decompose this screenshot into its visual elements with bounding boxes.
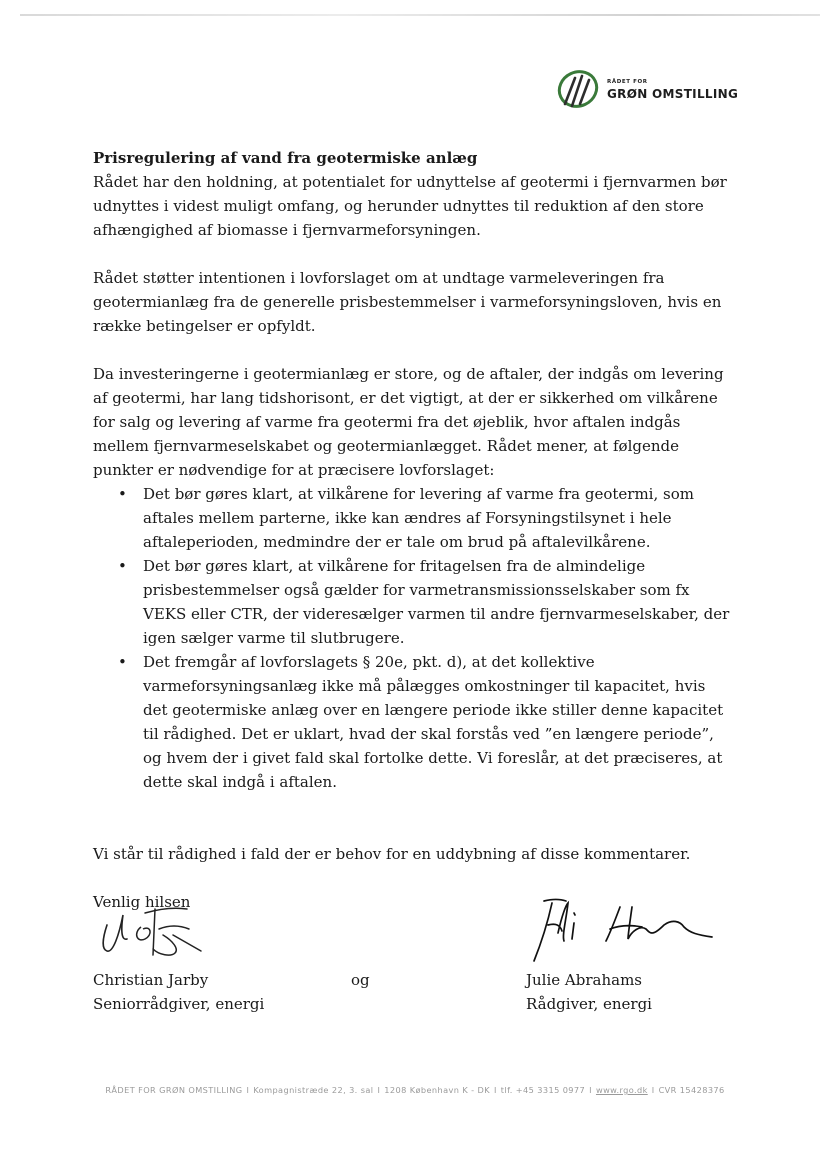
bullet-text: Det bør gøres klart, at vilkårene for levering af varme fra geotermi, som aftales mellem parterne, ikke kan ændres af Forsyningstilsynet i hele aftaleperioden, medmindre der er tale om brud på aftalevilkårene. xyxy=(143,485,694,551)
signature-block xyxy=(0,895,828,1025)
bullet-text: Det fremgår af lovforslagets § 20e, pkt. d), at det kollektive varmeforsyningsanlæg ikke må pålægges omkostninger til kapacitet, hvis det geotermiske anlæg over en længere periode ikke stiller denne kapacitet til rådighed. Det er uklart, hvad der skal forstås ved ”en længere periode”, og hvem der i givet fald skal fortolke dette. Vi foreslår, at det præciseres, at dette skal indgå i aftalen. xyxy=(143,653,724,791)
signer-right-role: Rådgiver, energi xyxy=(526,995,652,1013)
page-footer xyxy=(30,1085,800,1095)
signature-connector: og xyxy=(351,971,370,989)
list-item xyxy=(118,482,733,554)
footer-address: Kompagnistræde 22, 3. sal xyxy=(253,1085,374,1095)
footer-org: RÅDET FOR GRØN OMSTILLING xyxy=(105,1085,243,1095)
bullet-icon: • xyxy=(118,485,127,503)
letter-heading: Prisregulering af vand fra geotermiske anlæg xyxy=(93,149,478,167)
bullet-icon: • xyxy=(118,653,127,671)
paragraph-2: Rådet støtter intentionen i lovforslaget om at undtage varmeleveringen fra geotermianlæg fra de generelle prisbestemmelser i varmeforsyningsloven, hvis en række betingelser er opfyldt. xyxy=(93,269,722,335)
paragraph-3: Da investeringerne i geotermianlæg er store, og de aftaler, der indgås om levering af geotermi, har lang tidshorisont, er det vigtigt, at der er sikkerhed om vilkårene for salg og levering af varme fra geotermi fra det øjeblik, hvor aftalen indgås mellem fjernvarmeselskabet og geotermianlægget. Rådet mener, at følgende punkter er nødvendige for at præcisere lovforslaget: xyxy=(93,365,724,479)
greeting-text: Venlig hilsen xyxy=(93,893,191,911)
leaf-logo-icon xyxy=(555,66,601,112)
list-item xyxy=(118,554,733,650)
signer-left-role: Seniorrådgiver, energi xyxy=(93,995,265,1013)
footer-separator: I xyxy=(651,1085,655,1095)
signer-left-name: Christian Jarby xyxy=(93,971,209,989)
scan-artifact-line xyxy=(20,14,820,16)
letter-body xyxy=(93,146,733,914)
closing-text: Vi står til rådighed i fald der er behov for en uddybning af disse kommentarer. xyxy=(93,845,691,863)
footer-separator: I xyxy=(589,1085,592,1095)
footer-separator: I xyxy=(377,1085,381,1095)
organization-logo xyxy=(555,66,745,112)
footer-cvr: CVR 15428376 xyxy=(658,1085,725,1095)
footer-city: 1208 København K - DK xyxy=(384,1085,490,1095)
signature-right-image xyxy=(522,895,717,965)
footer-separator: I xyxy=(493,1085,497,1095)
footer-website-link[interactable]: www.rgo.dk xyxy=(595,1085,648,1095)
paragraph-1: Rådet har den holdning, at potentialet for udnyttelse af geotermi i fjernvarmen bør udnyttes i videst muligt omfang, og herunder udnyttes til reduktion af den store afhængighed af biomasse i fjernvarmeforsyningen. xyxy=(93,173,727,239)
logo-big-text: GRØN OMSTILLING xyxy=(607,87,739,101)
signature-left-image xyxy=(93,895,223,965)
footer-phone: tlf. +45 3315 0977 xyxy=(500,1085,586,1095)
bullet-text: Det bør gøres klart, at vilkårene for fritagelsen fra de almindelige prisbestemmelser også gælder for varmetransmissionsselskaber som fx VEKS eller CTR, der videresælger varmen til andre fjernvarmeselskaber, der igen sælger varme til slutbrugere. xyxy=(143,557,730,647)
footer-separator: I xyxy=(246,1085,250,1095)
bullet-icon: • xyxy=(118,557,127,575)
bullet-list xyxy=(93,482,733,794)
logo-small-text: RÅDET FOR xyxy=(607,79,648,85)
signer-right-name: Julie Abrahams xyxy=(526,971,642,989)
list-item xyxy=(118,650,733,794)
